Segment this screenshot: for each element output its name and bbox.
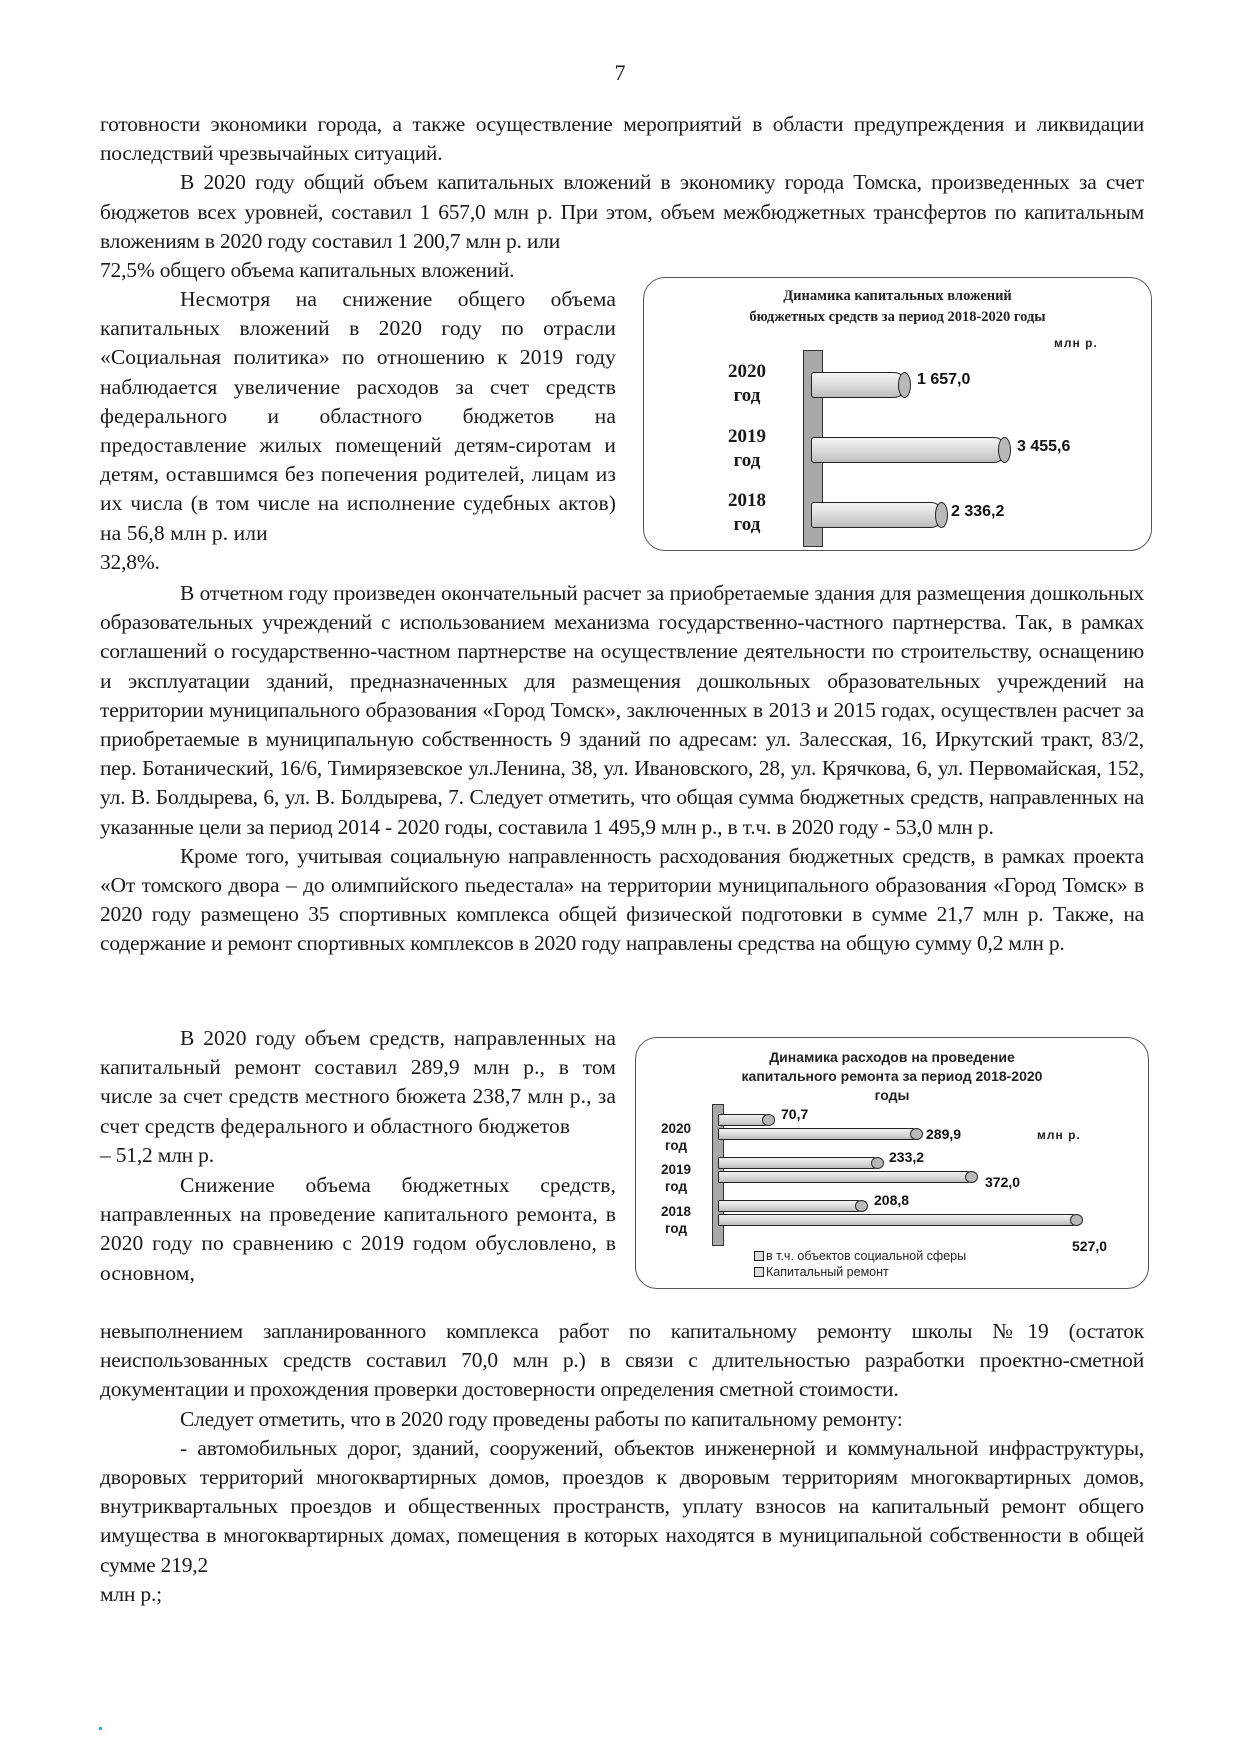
chart-2-bar-social-2019 [718, 1157, 879, 1169]
chart-2-category-2019 [646, 1161, 706, 1195]
legend-label: Капитальный ремонт [766, 1265, 889, 1279]
chart-2-title [636, 1048, 1148, 1105]
chart-1-bar-2019 [811, 437, 1006, 463]
category-year: 2019 [660, 1162, 692, 1177]
chart-1-bar-2018 [811, 502, 943, 528]
chart-1-value-2019: 3 455,6 [1017, 438, 1071, 455]
chart-2-category-2018 [646, 1203, 706, 1237]
paragraph-3: Несмотря на снижение общего объема капитальных вложений в 2020 году по отрасли «Социальная политика» по отношению к 2019 году наблюдается увеличение расходов за счет средств федерального и областного бюджетов на предоставление жилых помещений детям-сиротам и детям, оставшимся без попечения родителей, лицам из их числа (в том числе на исполнение судебных актов) на 56,8 млн р. или [100, 287, 616, 545]
paragraph-3-end: 32,8%. [100, 550, 160, 574]
chart-capital-repair [635, 1037, 1149, 1289]
chart-1-value-2020: 1 657,0 [917, 371, 971, 388]
paragraph-8: Следует отметить, что в 2020 году проведены работы по капитальному ремонту: [180, 1406, 903, 1431]
category-year: 2019 [728, 426, 766, 447]
chart-2-unit: млн р. [1037, 1128, 1081, 1142]
chart-1-title-line-1: Динамика капитальных вложений [783, 288, 1012, 304]
text-block-top [100, 110, 1144, 256]
chart-2-bar-total-2020 [718, 1128, 918, 1140]
chart-2-category-2020 [646, 1120, 706, 1154]
category-suffix: год [733, 385, 761, 406]
paragraph-5: Кроме того, учитывая социальную направленность расходования бюджетных средств, в рамках проекта «От томского двора – до олимпийского пьедестала» на территории муниципального образования «Город Томск» в 2020 году размещено 35 спортивных комплекса общей физической подготовки в сумме 21,7 млн р. Также, на содержание и ремонт спортивных комплексов в 2020 году направлены средства на общую сумму 0,2 млн р. [100, 843, 1144, 956]
chart-2-title-line-2: капитального ремонта за период 2018-2020 [741, 1068, 1043, 1084]
chart-1-unit: млн р. [1054, 336, 1098, 350]
chart-1-category-2018 [702, 489, 792, 537]
chart-1-category-2019 [702, 425, 792, 473]
chart-capital-investments [643, 277, 1152, 551]
chart-1-title-line-2: бюджетных средств за период 2018-2020 годы [749, 309, 1046, 325]
text-block-middle [100, 579, 1144, 959]
paragraph-7: Снижение объема бюджетных средств, направленных на проведение капитального ремонта, в 2020 году по сравнению с 2019 годом обусловлено, в основном, [100, 1173, 616, 1285]
chart-2-value-total-2019: 372,0 [985, 1174, 1021, 1190]
chart-1-category-2020 [702, 360, 792, 408]
legend-swatch-icon [754, 1251, 764, 1261]
category-year: 2018 [660, 1204, 692, 1219]
paragraph-6-end: – 51,2 млн р. [100, 1143, 214, 1167]
paragraph-9: - автомобильных дорог, зданий, сооружений, объектов инженерной и коммунальной инфраструктуры, дворовых территорий многоквартирных домов, проездов к дворовым территориям многоквартирных домов, внутриквартальных проездов и общественных пространств, уплату взносов на капитальный ремонт общего имущества в многоквартирных домах, помещения в которых находятся в муниципальной собственности в общей сумме 219,2 [100, 1435, 1144, 1577]
chart-1-value-2018: 2 336,2 [951, 503, 1005, 520]
paragraph-6: В 2020 году объем средств, направленных на капитальный ремонт составил 289,9 млн р., в том числе за счет средств местного бюжета 238,7 млн р., за счет средств федерального и областного бюджетов [100, 1026, 616, 1138]
text-block-bottom [100, 1317, 1144, 1609]
category-suffix: год [664, 1138, 688, 1153]
category-suffix: год [664, 1221, 688, 1236]
chart-2-bar-total-2018 [718, 1214, 1078, 1226]
paragraph-9-end: млн р.; [100, 1581, 162, 1606]
paragraph-4: В отчетном году произведен окончательный расчет за приобретаемые здания для размещения дошкольных образовательных учреждений с использованием механизма государственно-частного партнерства. Так, в рамках соглашений о государственно-частном партнерстве на осуществление деятельности по строительству, оснащению и эксплуатации зданий, предназначенных для размещения дошкольных образовательных учреждений на территории муниципального образования «Город Томск», заключенных в 2013 и 2015 годах, осуществлен расчет за приобретаемые в муниципальную собственность 9 зданий по адресам: ул. Залесская, 16, Иркутский тракт, 83/2, пер. Ботанический, 16/6, Тимирязевское ул.Ленина, 38, ул. Ивановского, 28, ул. Крячкова, 6, ул. Первомайская, 152, ул. В. Болдырева, 6, ул. В. Болдырева, 7. Следует отметить, что общая сумма бюджетных средств, направленных на указанные цели за период 2014 - 2020 годы, составила 1 495,9 млн р., в т.ч. в 2020 году - 53,0 млн р. [100, 581, 1144, 839]
page-number: 7 [614, 60, 626, 85]
scan-artifact [99, 1727, 102, 1730]
chart-2-value-social-2020: 70,7 [781, 1106, 809, 1122]
legend-item-social [754, 1248, 966, 1264]
chart-2-legend [754, 1248, 966, 1280]
category-year: 2020 [660, 1121, 692, 1136]
legend-swatch-icon [754, 1267, 764, 1277]
category-year: 2018 [728, 490, 766, 511]
chart-1-bar-2020 [811, 372, 906, 398]
paragraph-7-continued: невыполнением запланированного комплекса работ по капитальному ремонту школы №19 (остаток неиспользованных средств составил 70,0 млн р.) в связи с длительностью разработки проектно-сметной документации и прохождения проверки достоверности определения сметной стоимости. [100, 1319, 1144, 1402]
paragraph-2-end: 72,5% общего объема капитальных вложений. [100, 258, 515, 282]
chart-2-bar-total-2019 [718, 1171, 973, 1183]
category-year: 2020 [728, 361, 766, 382]
paragraph-2: В 2020 году общий объем капитальных вложений в экономику города Томска, произведенных за счет бюджетов всех уровней, составил 1 657,0 млн р. При этом, объем межбюджетных трансфертов по капитальным вложениям в 2020 году составил 1 200,7 млн р. или [100, 170, 1144, 253]
chart-2-value-total-2018: 527,0 [1072, 1238, 1108, 1254]
legend-label: в т.ч. объектов социальной сферы [766, 1249, 967, 1263]
chart-2-value-total-2020: 289,9 [926, 1126, 962, 1142]
chart-1-title [644, 286, 1151, 328]
chart-2-value-social-2019: 233,2 [889, 1149, 925, 1165]
category-suffix: год [733, 514, 761, 535]
chart-2-value-social-2018: 208,8 [874, 1192, 910, 1208]
paragraph-1: готовности экономики города, а также осуществление мероприятий в области предупреждения и ликвидации последствий чрезвычайных ситуаций. [100, 112, 1144, 166]
chart-2-title-line-3: годы [874, 1087, 910, 1103]
category-suffix: год [664, 1179, 688, 1194]
category-suffix: год [733, 450, 761, 471]
chart-2-bar-social-2020 [718, 1114, 770, 1126]
chart-2-bar-social-2018 [718, 1200, 863, 1212]
legend-item-total [754, 1264, 966, 1280]
chart-2-title-line-1: Динамика расходов на проведение [769, 1049, 1015, 1065]
